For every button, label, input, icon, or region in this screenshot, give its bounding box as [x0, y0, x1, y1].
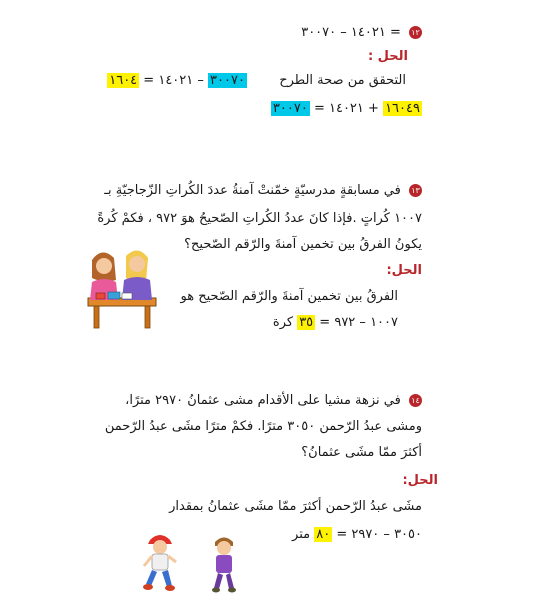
- question-text: في نزهة مشيا على الأقدام مشى عثمانُ ٢٩٧٠ مترًا،: [125, 393, 401, 408]
- problem-14-question-line-3: أكثرَ ممّا مشَى عثمانُ؟: [301, 445, 422, 460]
- highlighted-result: ١٦٠٤: [109, 73, 138, 88]
- problem-number-badge: ١٤: [409, 394, 422, 407]
- equation-text: ٣٠٥٠ – ٢٩٧٠ =: [332, 527, 422, 542]
- problem-12-solution-line-2: [271, 100, 422, 118]
- highlighted-number: ٣٠٠٧٠: [210, 73, 245, 88]
- problem-12-question: [301, 24, 422, 42]
- solution-label: الحل:: [386, 263, 422, 278]
- problem-14-question-line-2: ومشى عبدُ الرّحمن ٣٠٥٠ مترًا. فكمْ مترًا مشَى عبدُ الرّحمن: [104, 419, 422, 434]
- equation-text: – ١٤٠٢١ =: [139, 73, 209, 88]
- unit-text: متر: [292, 527, 315, 542]
- problem-13-question-line-3: يكونُ الفرقُ بين تخمين آمنةَ والرّقم الصّحيح؟: [184, 237, 422, 252]
- problem-13-question-line-2: ١٠٠٧ كُراتٍ .فإذا كانَ عددُ الكُراتِ الصّحيحُ هوَ ٩٧٢ ، فكمْ كُرةً: [97, 211, 422, 226]
- problem-number-badge: ١٣: [409, 184, 422, 197]
- highlighted-result: ٣٠٠٧٠: [272, 101, 308, 116]
- check-label: التحقق من صحة الطرح: [279, 73, 406, 88]
- question-text: في مسابقةٍ مدرسيّةٍ خمّنتْ آمنةُ عددَ الكُراتِ الزّجاجيّةِ بـ: [104, 183, 401, 198]
- highlighted-result: ٣٥: [299, 315, 314, 330]
- problem-number-badge: ١٢: [409, 26, 422, 39]
- equation-text: ١٠٠٧ – ٩٧٢ =: [315, 315, 398, 330]
- highlighted-number: ١٦٠٤٩: [385, 101, 420, 116]
- highlighted-result: ٨٠: [316, 527, 331, 542]
- equation-text: + ١٤٠٢١ =: [309, 101, 384, 116]
- problem-14-answer-line-2: [292, 526, 422, 544]
- walking-boy-illustration: [206, 534, 242, 594]
- problem-14-answer-line-1: مشَى عبدُ الرّحمن أكثرَ ممّا مشَى عثمانُ بمقدار: [169, 499, 422, 514]
- running-boy-illustration: [140, 532, 180, 594]
- problem-13-answer-line-1: الفرقُ بين تخمين آمنةَ والرّقم الصّحيح هو: [180, 289, 398, 304]
- problem-13-question-line-1: [104, 182, 422, 200]
- unit-text: كرة: [272, 315, 298, 330]
- problem-12-solution-line-1: [107, 72, 406, 90]
- problem-13-answer-line-2: [273, 314, 398, 332]
- girls-at-table-illustration: [82, 246, 162, 330]
- solution-label: الحل :: [367, 49, 408, 64]
- solution-label: الحل:: [402, 473, 438, 488]
- problem-14-question-line-1: [125, 392, 422, 410]
- question-text: = ١٤٠٢١ – ٣٠٠٧٠: [301, 25, 401, 40]
